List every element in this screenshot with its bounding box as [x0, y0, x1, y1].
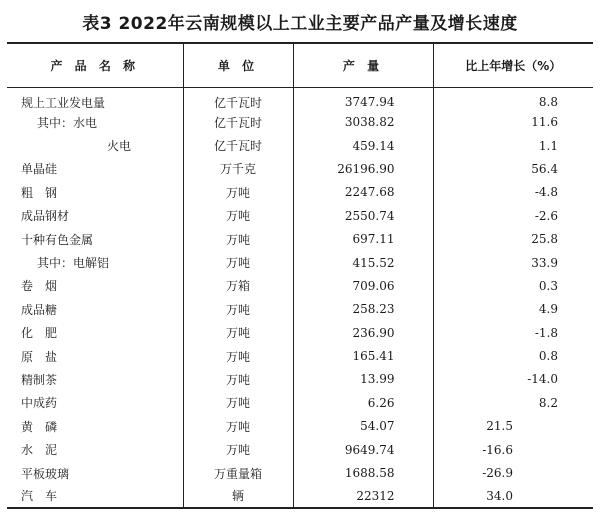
- table-row: [7, 485, 593, 508]
- header-product: 产 品 名 称: [7, 43, 183, 87]
- product-growth: 34.0: [433, 485, 593, 508]
- product-name: 其中：电解铝: [37, 256, 110, 271]
- product-unit: 万吨: [183, 415, 293, 438]
- table-row: [7, 344, 593, 367]
- product-name: 化 肥: [21, 326, 58, 341]
- product-unit: 万吨: [183, 321, 293, 344]
- table-body: [7, 87, 593, 508]
- product-unit: 万吨: [183, 344, 293, 367]
- product-growth: 25.8: [433, 227, 593, 250]
- product-output: 697.11: [293, 227, 433, 250]
- product-output: 258.23: [293, 298, 433, 321]
- product-output: 2550.74: [293, 204, 433, 227]
- product-growth: -16.6: [433, 438, 593, 461]
- table-row: [7, 181, 593, 204]
- product-unit: 万吨: [183, 438, 293, 461]
- product-growth: -26.9: [433, 461, 593, 484]
- product-unit: 万吨: [183, 227, 293, 250]
- product-output: 3038.82: [293, 111, 433, 134]
- product-unit: 万箱: [183, 274, 293, 297]
- product-name: 黄 磷: [21, 419, 58, 434]
- product-unit: 亿千瓦时: [183, 134, 293, 157]
- product-output: 2247.68: [293, 181, 433, 204]
- product-unit: 万吨: [183, 204, 293, 227]
- table-row: [7, 111, 593, 134]
- product-output: 709.06: [293, 274, 433, 297]
- product-output: 9649.74: [293, 438, 433, 461]
- product-growth: -4.8: [433, 181, 593, 204]
- table-row: [7, 461, 593, 484]
- table-row: [7, 157, 593, 180]
- product-output: 13.99: [293, 368, 433, 391]
- product-name: 精制茶: [21, 372, 58, 387]
- product-growth: 21.5: [433, 415, 593, 438]
- table-row: [7, 274, 593, 297]
- product-unit: 辆: [183, 485, 293, 508]
- product-output: 1688.58: [293, 461, 433, 484]
- product-growth: -1.8: [433, 321, 593, 344]
- table-row: [7, 368, 593, 391]
- product-growth: 11.6: [433, 111, 593, 134]
- product-name: 成品钢材: [21, 209, 70, 224]
- product-name: 规上工业发电量: [21, 95, 106, 110]
- product-growth: 1.1: [433, 134, 593, 157]
- product-unit: 万吨: [183, 298, 293, 321]
- product-growth: 8.2: [433, 391, 593, 414]
- header-unit: 单 位: [183, 43, 293, 87]
- product-unit: 万吨: [183, 181, 293, 204]
- product-growth: 56.4: [433, 157, 593, 180]
- product-name: 火电: [107, 139, 132, 154]
- header-growth: 比上年增长（%）: [433, 43, 593, 87]
- product-name: 粗 钢: [21, 185, 58, 200]
- product-growth: 0.8: [433, 344, 593, 367]
- product-growth: 0.3: [433, 274, 593, 297]
- product-output: 22312: [293, 485, 433, 508]
- product-unit: 亿千瓦时: [183, 87, 293, 111]
- product-name: 汽 车: [7, 485, 183, 508]
- product-growth: 8.8: [433, 87, 593, 111]
- table-row: [7, 415, 593, 438]
- product-name: 十种有色金属: [21, 232, 94, 247]
- table-row: [7, 251, 593, 274]
- product-output: 165.41: [293, 344, 433, 367]
- product-output: 236.90: [293, 321, 433, 344]
- table-row: [7, 204, 593, 227]
- product-output: 415.52: [293, 251, 433, 274]
- header-output: 产 量: [293, 43, 433, 87]
- product-name: 其中：水电: [37, 115, 98, 130]
- table-title: 表3 2022年云南规模以上工业主要产品产量及增长速度: [82, 13, 518, 34]
- product-name: 成品糖: [21, 302, 58, 317]
- table-row: [7, 87, 593, 111]
- product-name: 卷 烟: [21, 279, 58, 294]
- product-growth: 33.9: [433, 251, 593, 274]
- table-row: [7, 134, 593, 157]
- table-row: [7, 298, 593, 321]
- product-growth: -14.0: [433, 368, 593, 391]
- product-name: 平板玻璃: [21, 466, 70, 481]
- product-output: 459.14: [293, 134, 433, 157]
- product-output: 3747.94: [293, 87, 433, 111]
- product-unit: 亿千瓦时: [183, 111, 293, 134]
- product-output: 54.07: [293, 415, 433, 438]
- product-unit: 万千克: [183, 157, 293, 180]
- product-output: 26196.90: [293, 157, 433, 180]
- product-output: 6.26: [293, 391, 433, 414]
- product-name: 中成药: [21, 396, 58, 411]
- product-unit: 万吨: [183, 368, 293, 391]
- product-name: 原 盐: [21, 349, 58, 364]
- product-name: 单晶硅: [21, 162, 58, 177]
- header-row: [7, 43, 593, 87]
- table-row: [7, 227, 593, 250]
- table-row: [7, 391, 593, 414]
- product-unit: 万吨: [183, 251, 293, 274]
- table-header: [7, 43, 593, 87]
- production-table: [7, 42, 593, 509]
- product-unit: 万吨: [183, 391, 293, 414]
- product-name: 水 泥: [21, 443, 58, 458]
- product-growth: 4.9: [433, 298, 593, 321]
- product-unit: 万重量箱: [183, 461, 293, 484]
- table-row: [7, 438, 593, 461]
- table-row: [7, 321, 593, 344]
- product-growth: -2.6: [433, 204, 593, 227]
